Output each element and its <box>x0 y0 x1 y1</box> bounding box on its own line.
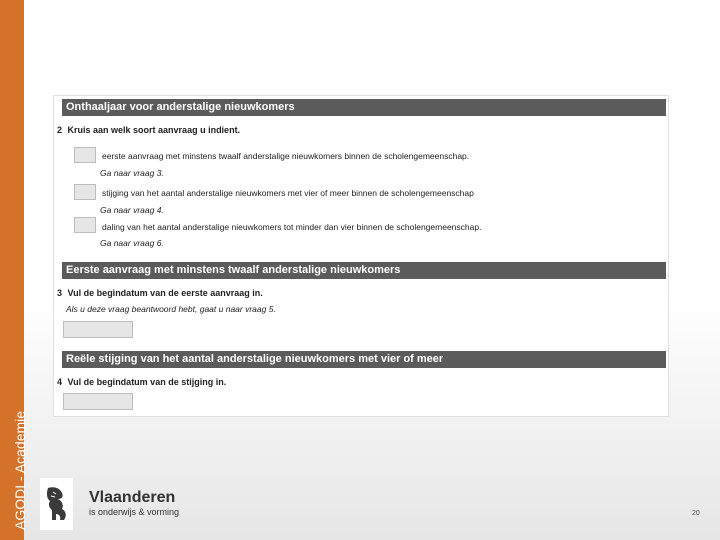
sidebar-band <box>0 0 28 540</box>
start-date-field-first-request[interactable] <box>63 321 133 338</box>
question-text: Vul de begindatum van de eerste aanvraag in. <box>67 288 263 298</box>
option-2-label: stijging van het aantal anderstalige nieuwkomers met vier of meer binnen de scholengemeenschap <box>102 188 474 198</box>
option-3-checkbox[interactable] <box>74 217 96 233</box>
question-3-note: Als u deze vraag beantwoord hebt, gaat u naar vraag 5. <box>66 304 276 314</box>
question-4 <box>57 377 226 387</box>
option-3-label: daling van het aantal anderstalige nieuwkomers tot minder dan vier binnen de scholengemeenschap. <box>102 222 482 232</box>
question-3 <box>57 288 263 298</box>
option-3-goto: Ga naar vraag 6. <box>100 238 164 248</box>
question-number: 4 <box>57 377 63 387</box>
sidebar-label: AGODI - Academie <box>12 410 28 530</box>
section-header-reele-stijging: Reële stijging van het aantal anderstalige nieuwkomers met vier of meer <box>62 351 666 368</box>
logo-subtitle: is onderwijs & vorming <box>89 507 180 517</box>
start-date-field-increase[interactable] <box>63 393 133 410</box>
question-2 <box>57 125 240 135</box>
question-text: Vul de begindatum van de stijging in. <box>67 377 227 387</box>
page-number: 20 <box>692 510 700 517</box>
section-header-onthaaljaar: Onthaaljaar voor anderstalige nieuwkomers <box>62 99 666 116</box>
form-panel <box>53 95 669 417</box>
flemish-lion-icon <box>44 484 70 524</box>
question-number: 3 <box>57 288 63 298</box>
option-1-goto: Ga naar vraag 3. <box>100 168 164 178</box>
section-header-eerste-aanvraag: Eerste aanvraag met minstens twaalf anderstalige nieuwkomers <box>62 262 666 279</box>
option-2-checkbox[interactable] <box>74 184 96 200</box>
option-1-checkbox[interactable] <box>74 147 96 163</box>
question-text: Kruis aan welk soort aanvraag u indient. <box>67 125 241 135</box>
question-number: 2 <box>57 125 63 135</box>
option-2-goto: Ga naar vraag 4. <box>100 205 164 215</box>
option-1-label: eerste aanvraag met minstens twaalf anderstalige nieuwkomers binnen de scholengemeenschap. <box>102 151 470 161</box>
logo-wordmark: Vlaanderen <box>89 489 176 506</box>
